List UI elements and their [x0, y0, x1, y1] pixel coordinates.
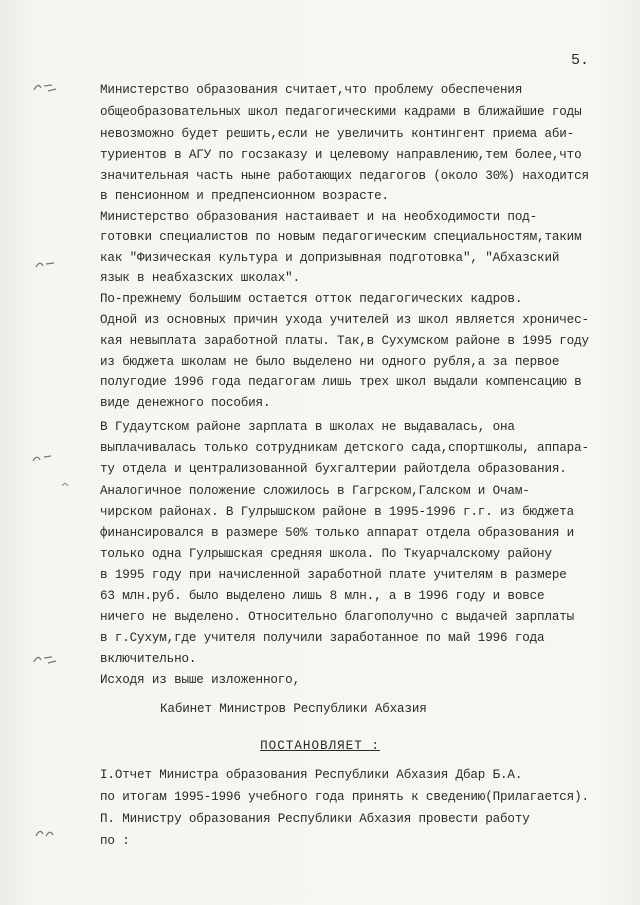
text-line: виде денежного пособия. [100, 396, 271, 410]
text-line: Министерство образования считает,что проблему обеспечения [100, 83, 523, 97]
resolution-line: по : [100, 834, 130, 848]
punch-mark [34, 258, 60, 272]
punch-mark [32, 80, 58, 94]
text-line: выплачивалась только сотрудникам детского сада,спортшколы, аппара- [100, 441, 589, 455]
decree-heading: ПОСТАНОВЛЯЕТ : [260, 739, 380, 753]
text-line: невозможно будет решить,если не увеличить контингент приема аби- [100, 127, 575, 141]
resolution-line: по итогам 1995-1996 учебного года принять к сведению(Прилагается). [100, 790, 589, 804]
resolution-line: П. Министру образования Республики Абхазия провести работу [100, 812, 530, 826]
punch-mark [60, 478, 86, 492]
page-number: 5. [571, 52, 590, 69]
cabinet-line: Кабинет Министров Республики Абхазия [160, 702, 427, 716]
text-line: в пенсионном и предпенсионном возрасте. [100, 189, 389, 203]
text-line: финансировался в размере 50% только аппарат отдела образования и [100, 526, 575, 540]
text-line: В Гудаутском районе зарплата в школах не выдавалась, она [100, 420, 515, 434]
text-line: туриентов в АГУ по госзаказу и целевому направлению,тем более,что [100, 148, 582, 162]
text-line: только одна Гулрышская средняя школа. По Ткуарчалскому району [100, 547, 552, 561]
text-line: в г.Сухум,где учителя получили заработанное по май 1996 года [100, 631, 545, 645]
text-line: полугодие 1996 года педагогам лишь трех школ выдали компенсацию в [100, 375, 582, 389]
text-line: в 1995 году при начисленной заработной плате учителям в размере [100, 568, 567, 582]
text-line: готовки специалистов по новым педагогическим специальностям,таким [100, 230, 582, 244]
text-line: ничего не выделено. Относительно благополучно с выдачей зарплаты [100, 610, 575, 624]
text-line: 63 млн.руб. было выделено лишь 8 млн., а в 1996 году и вовсе [100, 589, 545, 603]
text-line: как "Физическая культура и допризывная подготовка", "Абхазский [100, 251, 560, 265]
text-line: значительная часть ныне работающих педагогов (около 30%) находится [100, 169, 589, 183]
resolution-line: I.Отчет Министра образования Республики Абхазия Дбар Б.А. [100, 768, 523, 782]
text-line: Министерство образования настаивает и на необходимости под- [100, 210, 538, 224]
text-line: Одной из основных причин ухода учителей из школ является хроничес- [100, 313, 589, 327]
text-line: Аналогичное положение сложилось в Гагрском,Галском и Очам- [100, 484, 530, 498]
text-line: чирском районах. В Гулрышском районе в 1995-1996 г.г. из бюджета [100, 505, 575, 519]
text-line: ту отдела и централизованной бухгалтерии райотдела образования. [100, 462, 567, 476]
punch-mark [32, 652, 58, 666]
punch-mark [34, 826, 60, 840]
text-line: из бюджета школам не было выделено ни одного рубля,а за первое [100, 355, 560, 369]
text-line: кая невыплата заработной платы. Так,в Сухумском районе в 1995 году [100, 334, 589, 348]
text-line: общеобразовательных школ педагогическими кадрами в ближайшие годы [100, 105, 582, 119]
text-line: Исходя из выше изложенного, [100, 673, 301, 687]
text-line: По-прежнему большим остается отток педагогических кадров. [100, 292, 523, 306]
punch-mark [30, 452, 56, 466]
text-line: включительно. [100, 652, 197, 666]
text-line: язык в неабхазских школах". [100, 271, 301, 285]
